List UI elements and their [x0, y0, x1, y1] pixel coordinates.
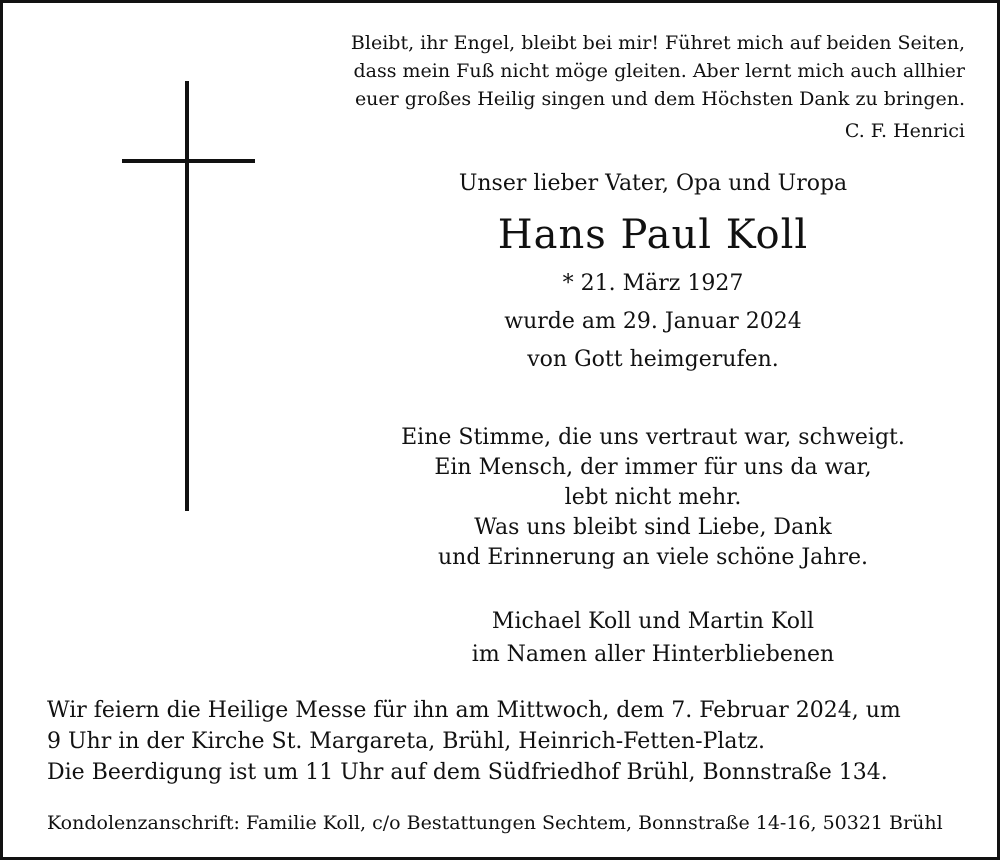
- poem-line: Was uns bleibt sind Liebe, Dank: [474, 515, 832, 540]
- motto-author: C. F. Henrici: [844, 120, 965, 142]
- life-dates: [303, 265, 1000, 379]
- birth-date: * 21. März 1927: [562, 271, 744, 296]
- service-notice: [47, 695, 977, 788]
- poem-line: Eine Stimme, die uns vertraut war, schweigt.: [401, 425, 905, 450]
- announcement-block: [303, 167, 1000, 671]
- signers-block: [303, 605, 1000, 671]
- motto-quote: [325, 29, 965, 145]
- motto-line: dass mein Fuß nicht möge gleiten. Aber lernt mich auch allhier: [353, 60, 965, 82]
- service-line: Die Beerdigung ist um 11 Uhr auf dem Südfriedhof Brühl, Bonnstraße 134.: [47, 760, 888, 785]
- condolence-address: Kondolenzanschrift: Familie Koll, c/o Bestattungen Sechtem, Bonnstraße 14-16, 50321 Brühl: [47, 812, 943, 834]
- poem-line: Ein Mensch, der immer für uns da war,: [434, 455, 872, 480]
- poem-line: lebt nicht mehr.: [564, 485, 742, 510]
- signer-names: Michael Koll und Martin Koll: [491, 609, 815, 634]
- deceased-name: Hans Paul Koll: [497, 212, 809, 258]
- motto-line: euer großes Heilig singen und dem Höchsten Dank zu bringen.: [354, 88, 965, 110]
- cross-icon-bar: [122, 159, 255, 163]
- called-home-text: von Gott heimgerufen.: [527, 347, 779, 372]
- memorial-poem: [303, 423, 1000, 573]
- death-date: wurde am 29. Januar 2024: [504, 309, 802, 334]
- poem-line: und Erinnerung an viele schöne Jahre.: [438, 545, 868, 570]
- service-line: Wir feiern die Heilige Messe für ihn am Mittwoch, dem 7. Februar 2024, um: [47, 698, 901, 723]
- signer-on-behalf: im Namen aller Hinterbliebenen: [471, 642, 835, 667]
- announcement-intro: Unser lieber Vater, Opa und Uropa: [458, 171, 848, 196]
- service-line: 9 Uhr in der Kirche St. Margareta, Brühl, Heinrich-Fetten-Platz.: [47, 729, 765, 754]
- cross-icon: [185, 81, 189, 511]
- motto-line: Bleibt, ihr Engel, bleibt bei mir! Führet mich auf beiden Seiten,: [350, 32, 965, 54]
